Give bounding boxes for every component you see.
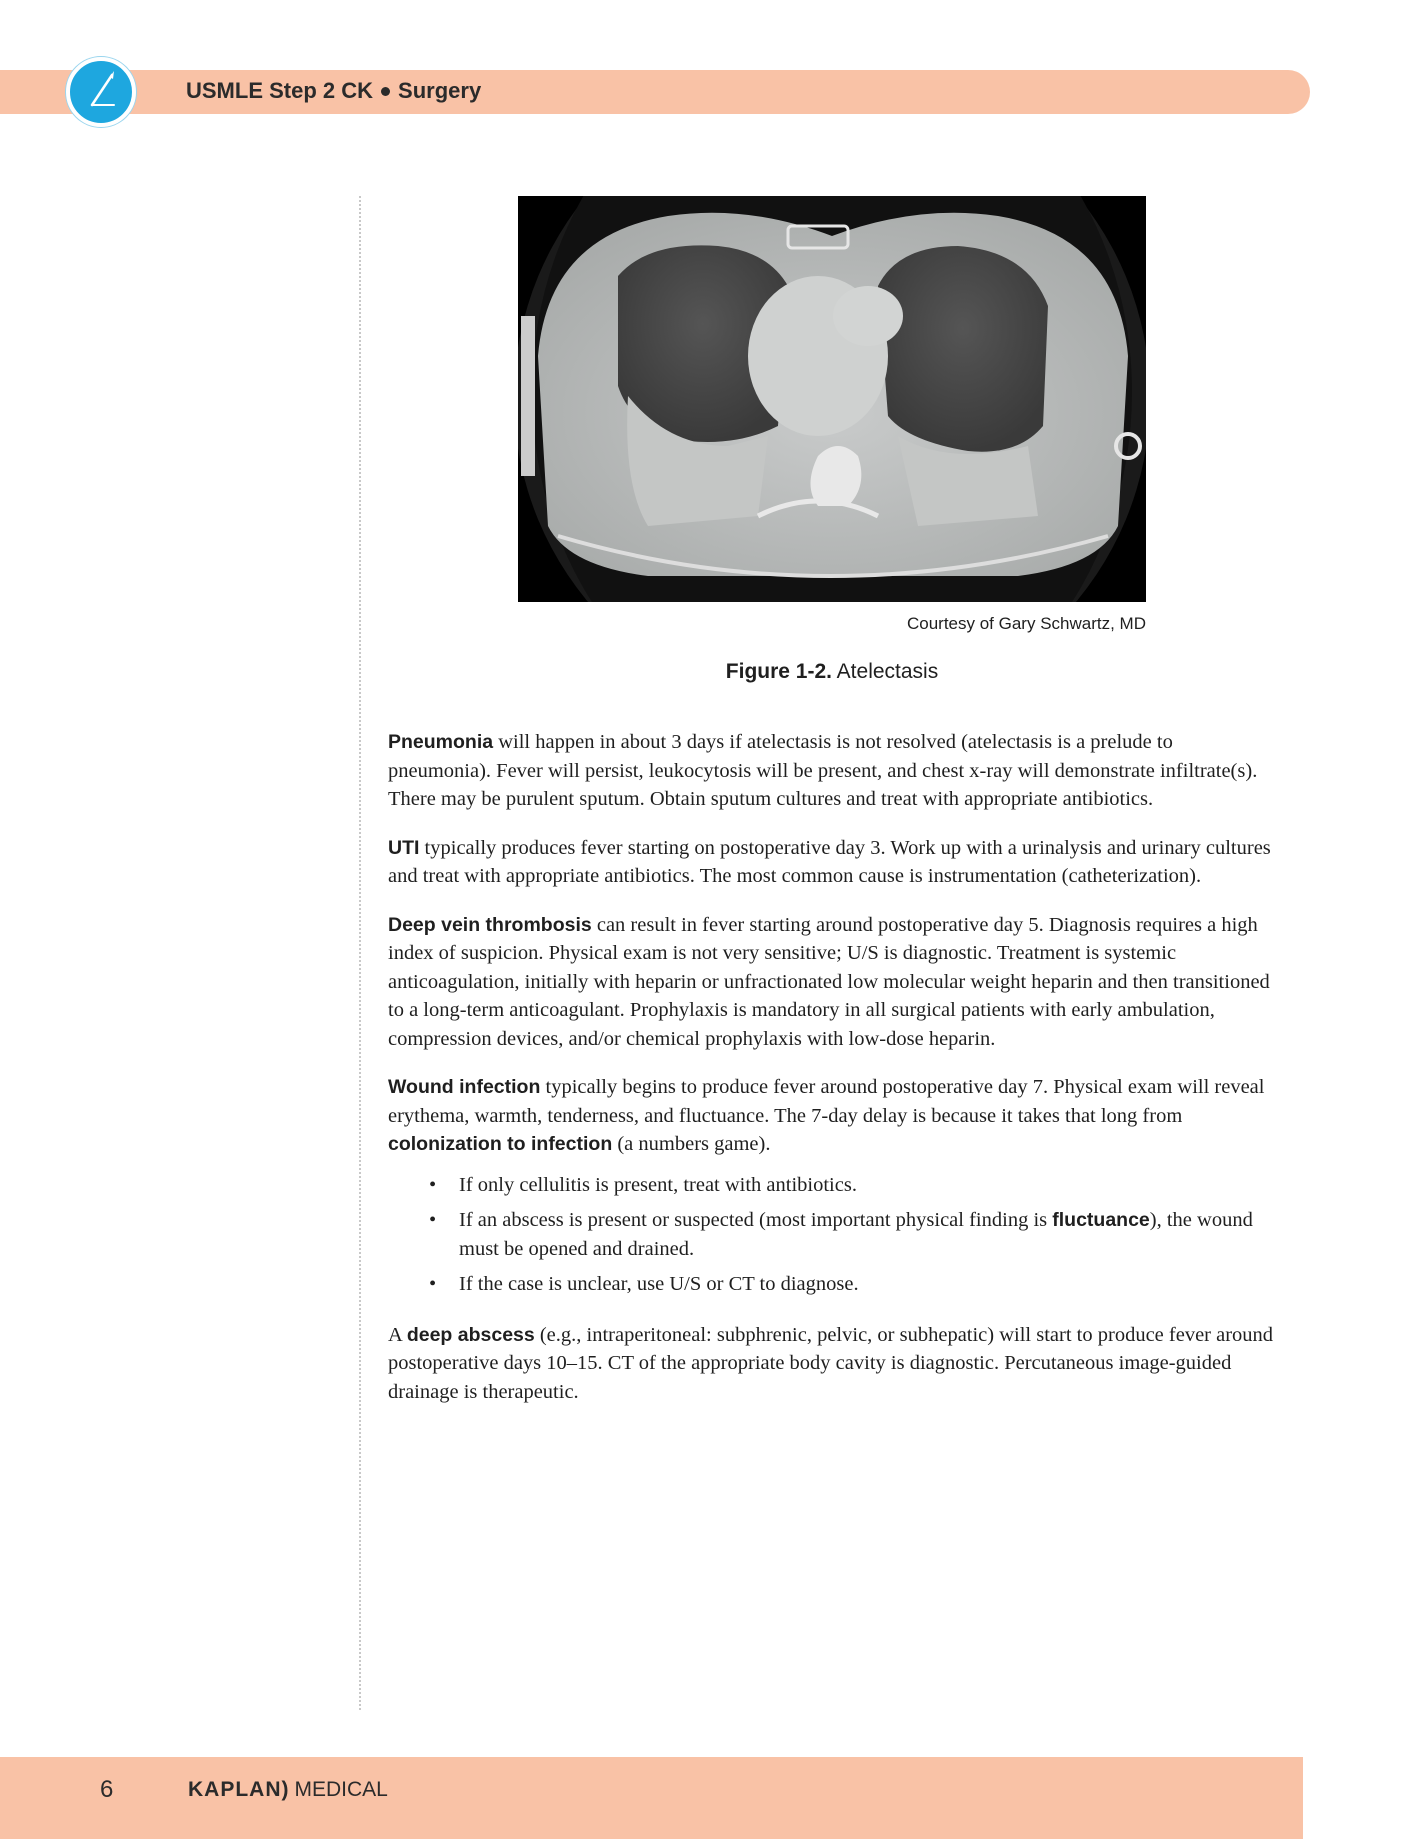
paragraph-deep-abscess (388, 1321, 1280, 1407)
term: colonization to infection (388, 1133, 613, 1155)
running-header (186, 78, 481, 104)
term: UTI (388, 836, 420, 859)
bullet-icon: • (429, 1273, 437, 1295)
publisher-logo (188, 1778, 388, 1802)
term: Wound infection (388, 1076, 541, 1098)
list-item-text: If only cellulitis is present, treat with antibiotics. (459, 1173, 857, 1196)
page-number: 6 (100, 1776, 114, 1803)
paragraph-wound-infection (388, 1073, 1280, 1159)
caption-label: Figure 1-2. (725, 660, 832, 683)
list-item (388, 1206, 1280, 1263)
list-item-text: If the case is unclear, use U/S or CT to diagnose. (459, 1273, 859, 1295)
paragraph-text: (a numbers game). (612, 1133, 771, 1155)
book-title: USMLE Step 2 CK (186, 78, 374, 103)
term: Pneumonia (388, 731, 494, 753)
term: Deep vein thrombosis (388, 913, 592, 936)
brand-paren: ) (281, 1778, 289, 1801)
bullet-dot (381, 87, 390, 96)
brand-medical: MEDICAL (294, 1778, 388, 1801)
caption-text: Atelectasis (836, 660, 939, 683)
paragraph-uti (388, 834, 1280, 891)
figure-credit: Courtesy of Gary Schwartz, MD (906, 614, 1146, 633)
body-text (388, 728, 1280, 1426)
paragraph-pneumonia (388, 728, 1280, 814)
figure-caption (518, 660, 1146, 684)
scalpel-icon (66, 57, 136, 127)
bullet-icon: • (429, 1173, 437, 1196)
ct-scan-image (518, 196, 1146, 602)
list-item (388, 1270, 1280, 1299)
paragraph-text: A (388, 1323, 407, 1346)
term: fluctuance (1052, 1209, 1150, 1231)
margin-rule (359, 196, 361, 1710)
term: deep abscess (406, 1323, 535, 1346)
list-item (388, 1171, 1280, 1200)
paragraph-text: will happen in about 3 days if atelectasis is not resolved (atelectasis is a prelude to pneumonia). Fever will persist, leukocytosis will be present, and chest x-ray will demonstrate infiltrate(s). There may be purulent sputum. Obtain sputum cultures and treat with appropriate antibiotics. (388, 731, 1258, 810)
bullet-list (388, 1171, 1280, 1299)
paragraph-text: typically produces fever starting on postoperative day 3. Work up with a urinalysis and urinary cultures and treat with appropriate antibiotics. The most common cause is instrumentation (catheterization). (388, 836, 1271, 887)
paragraph-text: typically begins to produce fever around postoperative day 7. Physical exam will reveal erythema, warmth, tenderness, and fluctuance. The 7-day delay is because it takes that long from (388, 1076, 1265, 1127)
subject-title: Surgery (398, 78, 482, 103)
brand-kaplan: KAPLAN (188, 1778, 282, 1801)
list-item-text: If an abscess is present or suspected (most important physical finding is (459, 1209, 1053, 1231)
paragraph-dvt (388, 911, 1280, 1054)
paragraph-text: (e.g., intraperitoneal: subphrenic, pelvic, or subhepatic) will start to produce fever around postoperative days 10–15. CT of the appropriate body cavity is diagnostic. Percutaneous image-guided drainage is therapeutic. (388, 1323, 1274, 1403)
paragraph-text: can result in fever starting around postoperative day 5. Diagnosis requires a high index of suspicion. Physical exam is not very sensitive; U/S is diagnostic. Treatment is systemic anticoagulation, initially with heparin or unfractionated low molecular weight heparin and then transitioned to a long-term anticoagulant. Prophylaxis is mandatory in all surgical patients with early ambulation, compression devices, and/or chemical prophylaxis with low-dose heparin. (388, 913, 1270, 1050)
list-item-text: ), the wound must be opened and drained. (459, 1209, 1253, 1260)
bullet-icon: • (429, 1209, 437, 1231)
